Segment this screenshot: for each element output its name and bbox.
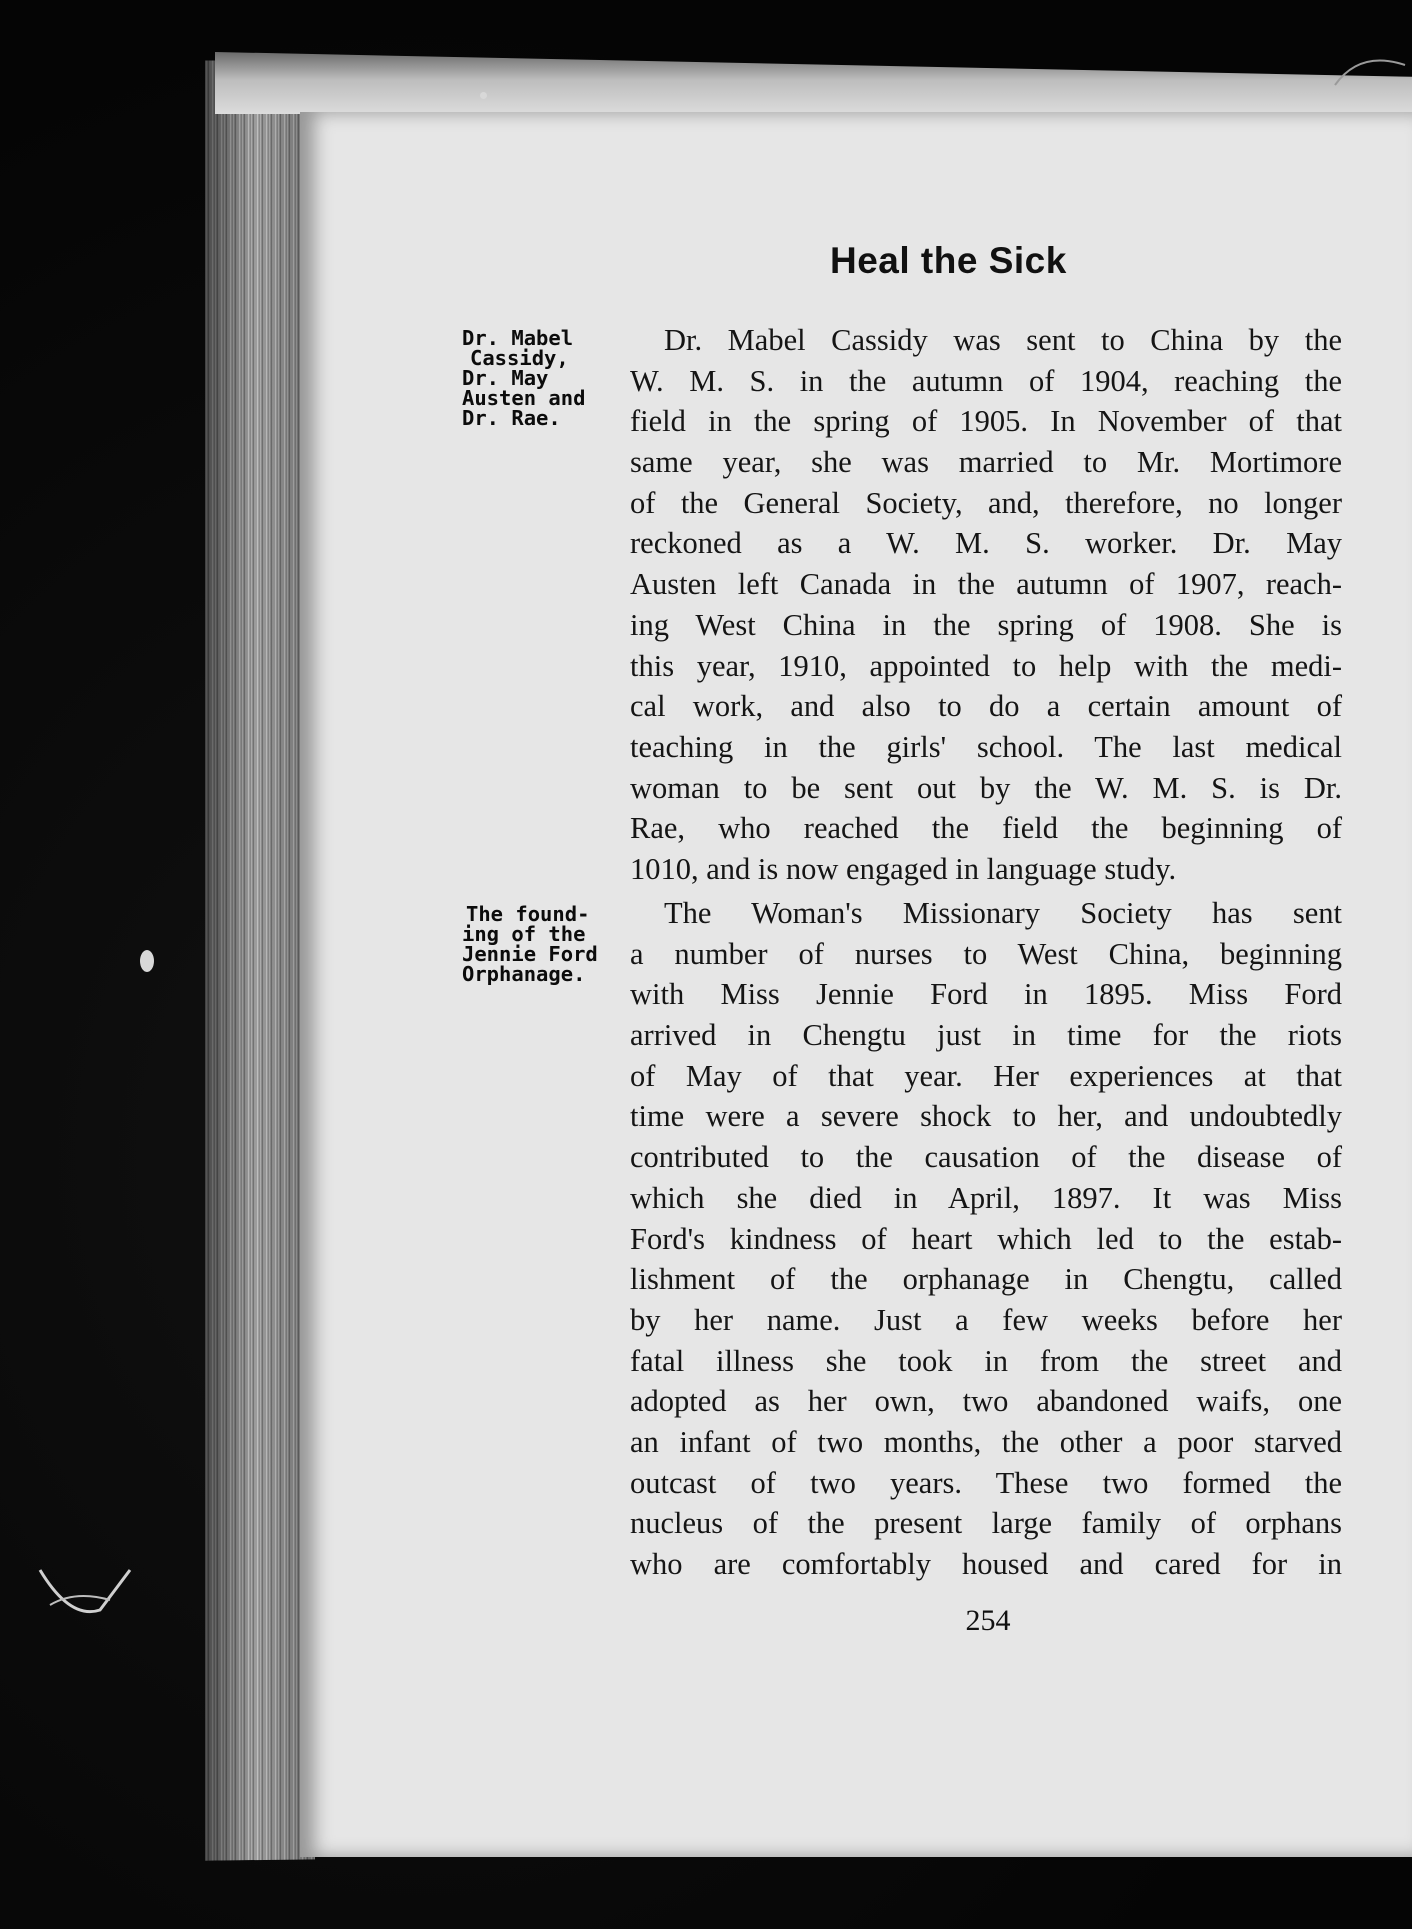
scan-speck [140,950,154,972]
text-line: which she died in April, 1897. It was Miss [630,1180,1342,1215]
text-line: by her name. Just a few weeks before her [630,1302,1342,1337]
text-line: who are comfortably housed and cared for in [630,1547,1342,1581]
text-line: lishment of the orphanage in Chengtu, called [630,1262,1342,1297]
text-line: an infant of two months, the other a poor starved [630,1424,1342,1459]
text-line: The Woman's Missionary Society has sent [664,896,1342,930]
text-line: W. M. S. in the autumn of 1904, reaching the [630,363,1342,398]
side-note-line: Orphanage. [462,962,586,986]
text-line: of May of that year. Her experiences at that [630,1058,1342,1093]
text-line: with Miss Jennie Ford in 1895. Miss Ford [630,977,1342,1012]
text-line: adopted as her own, two abandoned waifs, one [630,1384,1342,1419]
text-line: field in the spring of 1905. In November of that [630,404,1342,439]
text-line: fatal illness she took in from the street and [630,1343,1342,1378]
text-line: same year, she was married to Mr. Mortimore [630,445,1342,480]
text-line: this year, 1910, appointed to help with the medi- [630,648,1342,683]
scan-speck [480,92,487,99]
side-note-cassidy-austen-rae [462,328,585,428]
text-line: reckoned as a W. M. S. worker. Dr. May [630,526,1342,561]
text-line: outcast of two years. These two formed the [630,1465,1342,1500]
side-note-jennie-ford-orphanage [462,904,598,984]
text-line: time were a severe shock to her, and undoubtedly [630,1099,1342,1134]
text-line: 1010, and is now engaged in language study. [630,851,1177,886]
text-line: of the General Society, and, therefore, no longer [630,485,1342,520]
running-head: Heal the Sick [830,240,1067,281]
side-note-line: Dr. May [462,366,549,390]
text-line: teaching in the girls' school. The last medical [630,729,1342,764]
book-page-edges [205,59,315,1860]
side-note-line: Jennie Ford [462,942,598,966]
side-note-line: Dr. Rae. [462,406,561,430]
text-line: ing West China in the spring of 1908. She is [630,607,1342,642]
text-line: cal work, and also to do a certain amount of [630,689,1342,724]
text-line: Dr. Mabel Cassidy was sent to China by the [664,323,1342,357]
side-note-line: Austen and [462,386,586,410]
paragraph-jennie-ford [630,893,1342,1585]
side-note-line: Dr. Mabel [462,326,574,350]
page-number: 254 [965,1604,1011,1637]
text-line: woman to be sent out by the W. M. S. is Dr. [630,770,1342,805]
text-line: Rae, who reached the field the beginning of [630,811,1342,846]
text-line: arrived in Chengtu just in time for the riots [630,1018,1342,1053]
scan-corner-mark [1330,40,1410,100]
text-line: contributed to the causation of the disease of [630,1140,1342,1175]
text-line: a number of nurses to West China, beginning [630,936,1342,971]
side-note-line: Cassidy, [470,346,569,370]
scan-mark-icon [30,1550,140,1630]
text-line: Ford's kindness of heart which led to the estab- [630,1221,1342,1256]
text-line: Austen left Canada in the autumn of 1907, reach- [630,567,1342,602]
text-line: nucleus of the present large family of orphans [630,1506,1342,1541]
side-note-line: The found- [466,902,590,926]
paragraph-cassidy-austen-rae [630,320,1342,890]
side-note-line: ing of the [462,922,586,946]
